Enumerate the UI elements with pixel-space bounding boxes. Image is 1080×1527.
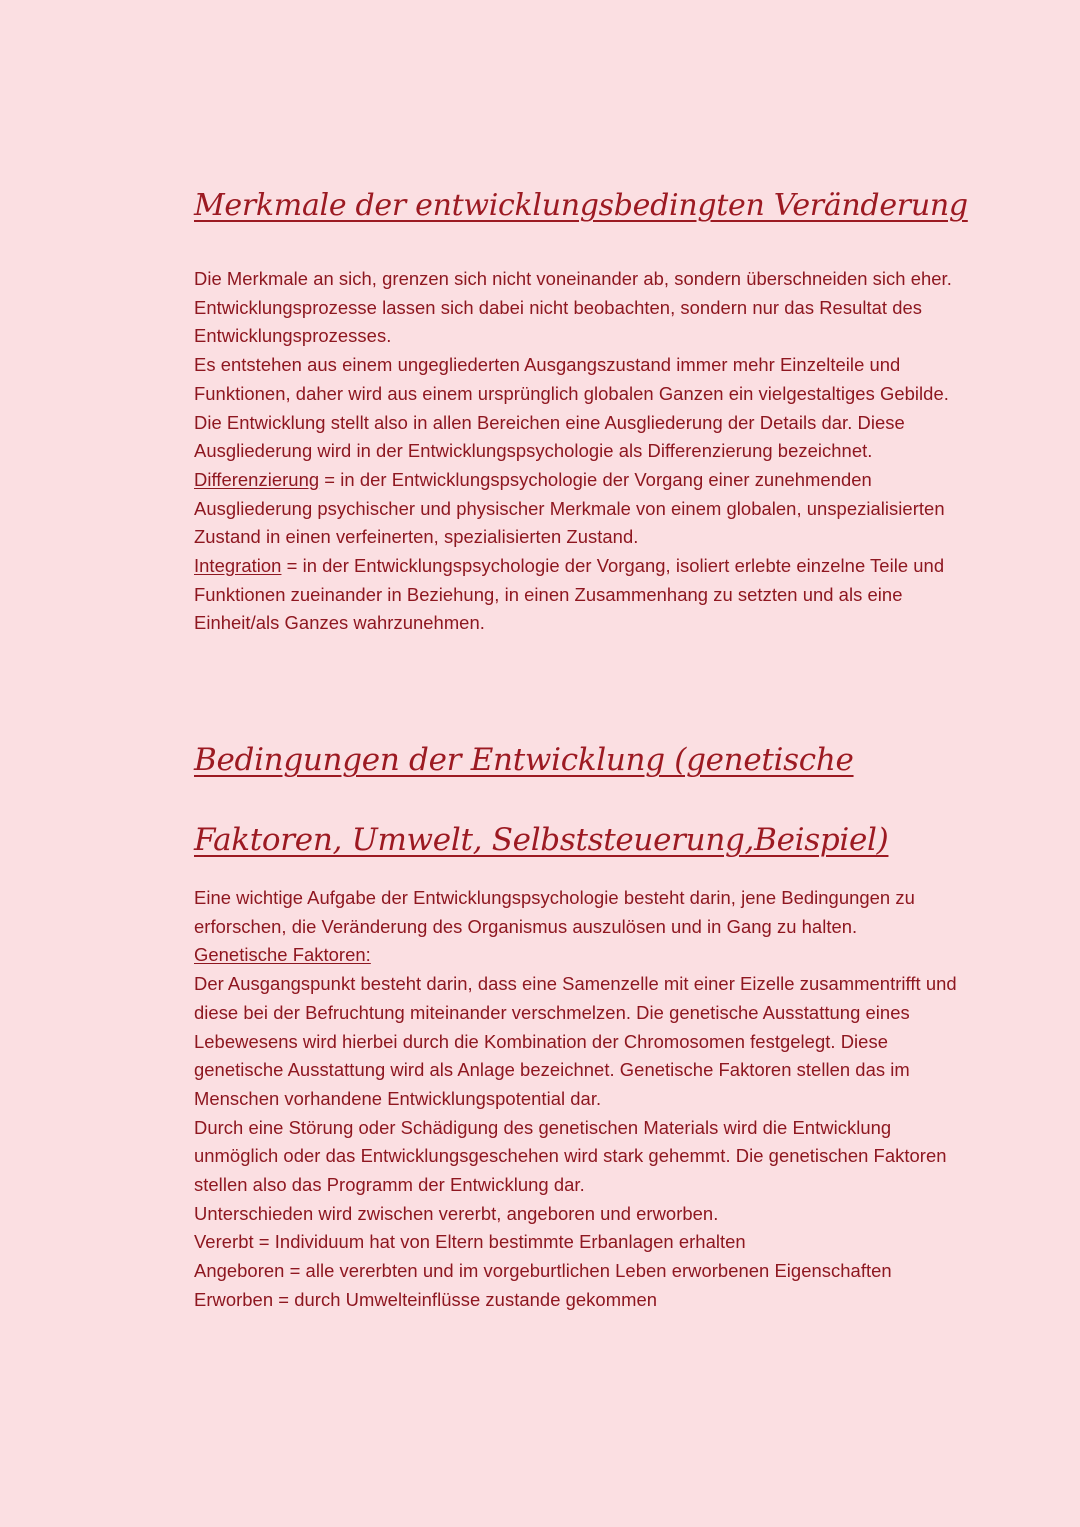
subheading-genetische-faktoren-label: Genetische Faktoren: <box>194 944 371 966</box>
section1-paragraph-2: Es entstehen aus einem ungegliederten Ausgangszustand immer mehr Einzelteile und Funktionen, daher wird aus einem ursprünglich globalen Ganzen ein vielgestaltiges Gebilde. Die Entwicklung stellt also in allen Bereichen eine Ausgliederung der Details dar. Diese Ausgliederung wird in der Entwicklungspsychologie als Differenzierung bezeichnet. <box>194 354 949 462</box>
section2-line-1: Unterschieden wird zwischen vererbt, angeboren und erworben. <box>194 1202 719 1224</box>
definition-integration <box>194 552 974 638</box>
term-integration: Integration <box>194 555 282 577</box>
section2-line-2: Vererbt = Individuum hat von Eltern bestimmte Erbanlagen erhalten <box>194 1231 746 1253</box>
section2-intro: Eine wichtige Aufgabe der Entwicklungspsychologie besteht darin, jene Bedingungen zu erforschen, die Veränderung des Organismus auszulösen und in Gang zu halten. <box>194 887 915 937</box>
definition-differenzierung-text: = in der Entwicklungspsychologie der Vorgang einer zunehmenden Ausgliederung psychischer und physischer Merkmale von einem globalen, unspezialisierten Zustand in einen verfeinerten, spezialisierten Zustand. <box>194 468 945 548</box>
section2-paragraph-1: Der Ausgangspunkt besteht darin, dass eine Samenzelle mit einer Eizelle zusammentrifft und diese bei der Befruchtung miteinander verschmelzen. Die genetische Ausstattung eines Lebewesens wird hierbei durch die Kombination der Chromosomen festgelegt. Diese genetische Ausstattung wird als Anlage bezeichnet. Genetische Faktoren stellen das im Menschen vorhandene Entwicklungspotential dar. <box>194 973 957 1109</box>
subheading-genetische-faktoren <box>194 941 974 970</box>
definition-differenzierung <box>194 466 974 552</box>
section2-heading: Bedingungen der Entwicklung (genetische Faktoren, Umwelt, Selbststeuerung,Beispiel) <box>194 742 889 858</box>
section2-line-3: Angeboren = alle vererbten und im vorgeburtlichen Leben erworbenen Eigenschaften <box>194 1260 892 1282</box>
term-differenzierung: Differenzierung <box>194 468 320 490</box>
section1-body <box>194 265 974 638</box>
section2-paragraph-2: Durch eine Störung oder Schädigung des genetischen Materials wird die Entwicklung unmöglich oder das Entwicklungsgeschehen wird stark gehemmt. Die genetischen Faktoren stellen also das Programm der Entwicklung dar. <box>194 1116 947 1196</box>
section2-body <box>194 884 974 1315</box>
definition-integration-text: = in der Entwicklungspsychologie der Vorgang, isoliert erlebte einzelne Teile und Funktionen zueinander in Beziehung, in einen Zusammenhang zu setzten und als eine Einheit/als Ganzes wahrzunehmen. <box>194 555 945 634</box>
section1-heading: Merkmale der entwicklungsbedingten Veränderung <box>194 188 968 223</box>
section1-paragraph-1: Die Merkmale an sich, grenzen sich nicht voneinander ab, sondern überschneiden sich eher. Entwicklungsprozesse lassen sich dabei nicht beobachten, sondern nur das Resultat des Entwicklungsprozesses. <box>194 268 952 347</box>
section2-line-4: Erworben = durch Umwelteinflüsse zustande gekommen <box>194 1288 658 1310</box>
